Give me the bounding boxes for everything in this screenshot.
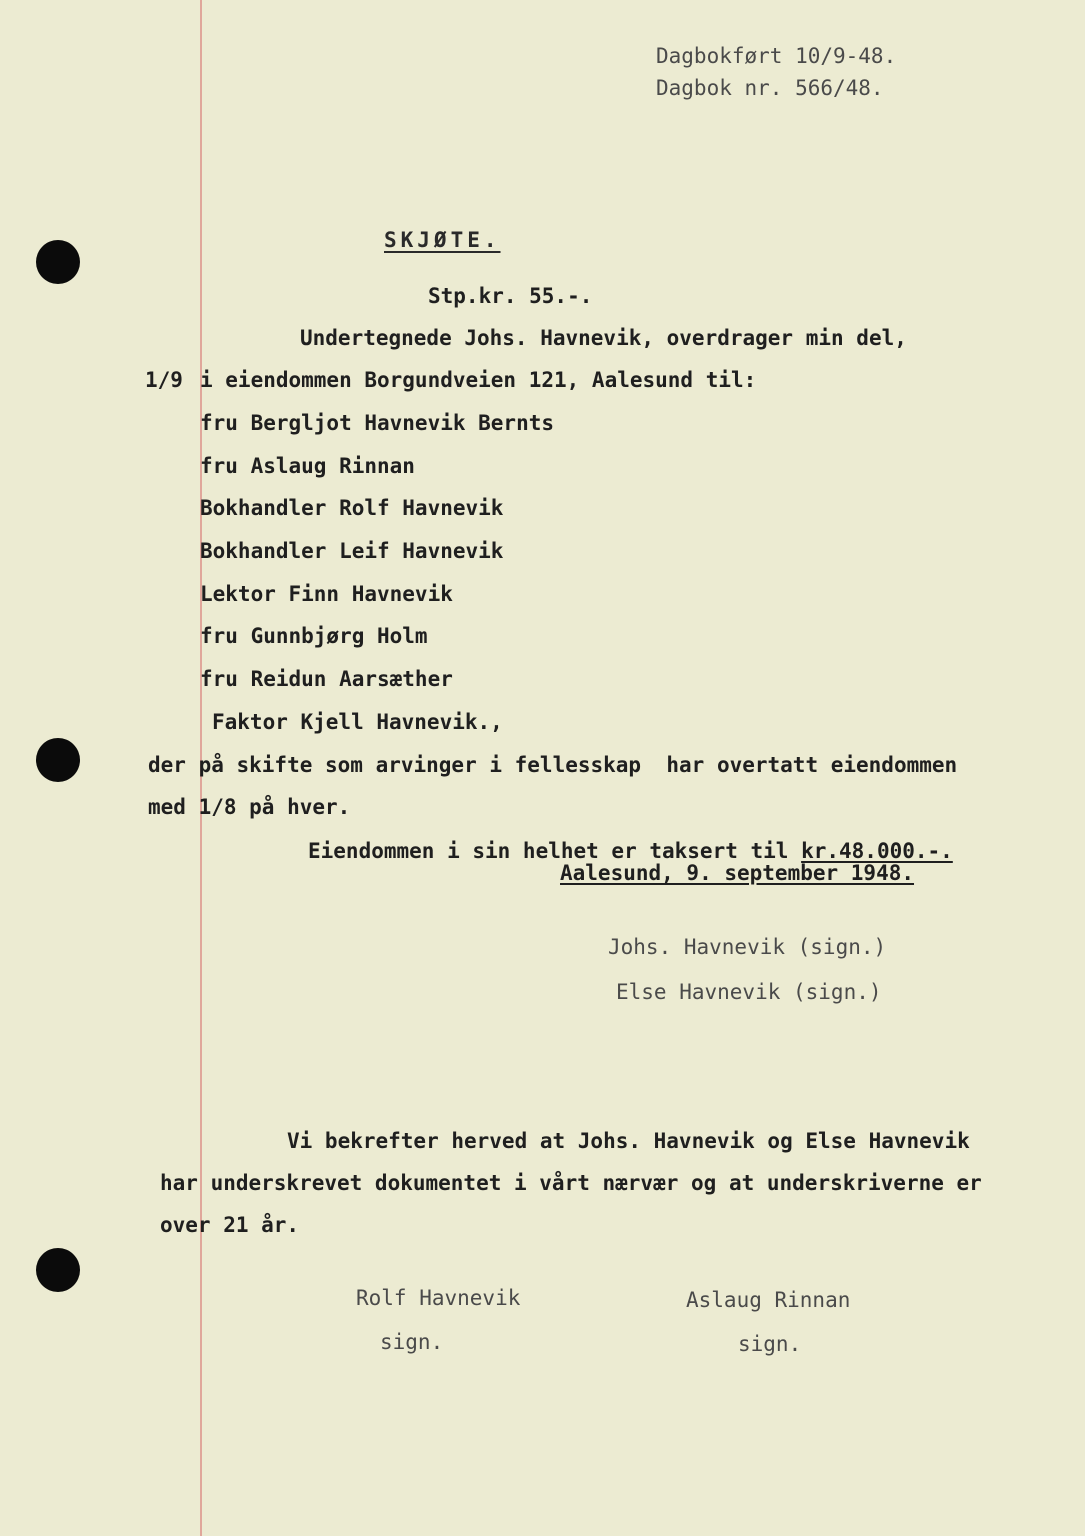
punch-hole-icon (36, 1248, 80, 1292)
header-dagbok-nr: Dagbok nr. 566/48. (656, 76, 884, 100)
recipient: fru Aslaug Rinnan (200, 454, 415, 478)
recipient: fru Gunnbjørg Holm (200, 624, 428, 648)
body-line-3: der på skifte som arvinger i fellesskap har overtatt eiendommen (148, 753, 958, 777)
body-line-1: Undertegnede Johs. Havnevik, overdrager min del, (300, 326, 907, 350)
witness-2-sign: sign. (738, 1332, 802, 1356)
header-dagbokfort: Dagbokført 10/9-48. (656, 44, 897, 68)
witness-1-sign: sign. (380, 1330, 444, 1354)
witness-line-2: har underskrevet dokumentet i vårt nærvær og at underskriverne er (160, 1171, 982, 1195)
punch-hole-icon (36, 240, 80, 284)
stamp-duty: Stp.kr. 55.-. (428, 284, 593, 308)
witness-2-name: Aslaug Rinnan (686, 1288, 851, 1312)
valuation-text: Eiendommen i sin helhet er taksert til (308, 839, 802, 863)
witness-line-1: Vi bekrefter herved at Johs. Havnevik og Else Havnevik (287, 1129, 970, 1153)
punch-hole-icon (36, 738, 80, 782)
signature-1: Johs. Havnevik (sign.) (608, 935, 887, 959)
fraction-note: 1/9 (145, 368, 183, 392)
place-date: Aalesund, 9. september 1948. (560, 861, 915, 885)
recipient: fru Reidun Aarsæther (200, 667, 453, 691)
recipient: Faktor Kjell Havnevik., (212, 710, 503, 734)
valuation-line (308, 839, 953, 863)
signature-2: Else Havnevik (sign.) (616, 980, 882, 1004)
body-line-4: med 1/8 på hver. (148, 795, 351, 819)
recipient: Bokhandler Leif Havnevik (200, 539, 504, 563)
body-line-2: i eiendommen Borgundveien 121, Aalesund til: (200, 368, 757, 392)
witness-1-name: Rolf Havnevik (356, 1286, 521, 1310)
witness-line-3: over 21 år. (160, 1213, 300, 1237)
valuation-amount: kr.48.000.-. (801, 839, 953, 863)
recipient: fru Bergljot Havnevik Bernts (200, 411, 555, 435)
recipient: Bokhandler Rolf Havnevik (200, 496, 504, 520)
document-title: SKJØTE. (384, 228, 501, 252)
recipient: Lektor Finn Havnevik (200, 582, 453, 606)
